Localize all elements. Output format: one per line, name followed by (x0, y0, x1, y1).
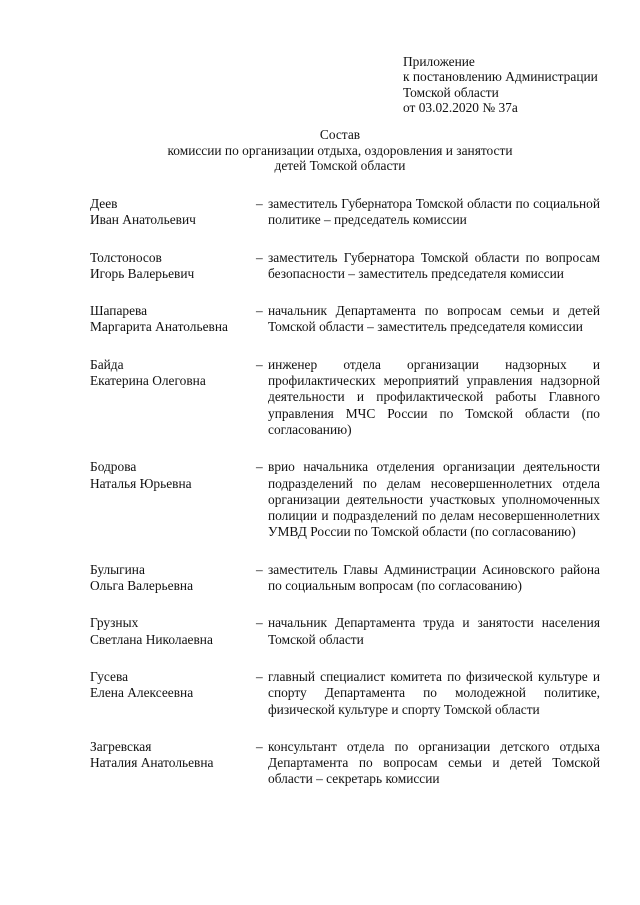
appendix-line: к постановлению Администрации (403, 69, 598, 85)
appendix-line: Томской области (403, 84, 499, 100)
member-dash: – (256, 459, 263, 475)
member-given-name: Игорь Валерьевич (90, 265, 195, 281)
member-name (90, 357, 256, 438)
title-line: Состав (319, 127, 361, 142)
member-role: консультант отдела по организации детского отдыха Департамента по вопросам семьи и детей Томской области – секретарь комиссии (268, 738, 600, 787)
member-surname: Гусева (90, 668, 129, 684)
title-line: детей Томской области (274, 158, 406, 173)
member-role: начальник Департамента труда и занятости населения Томской области (268, 615, 600, 647)
member-given-name: Иван Анатольевич (90, 212, 196, 228)
member-name (90, 669, 256, 718)
member-row (90, 615, 600, 648)
member-surname: Булыгина (90, 561, 145, 577)
appendix-line: от 03.02.2020 № 37а (403, 99, 518, 115)
member-name (90, 303, 256, 336)
member-dash: – (256, 249, 263, 265)
member-role: начальник Департамента по вопросам семьи и детей Томской области – заместитель председателя комиссии (268, 303, 600, 335)
member-surname: Грузных (90, 615, 139, 631)
member-given-name: Елена Алексеевна (90, 685, 194, 701)
member-surname: Толстоносов (90, 249, 162, 265)
member-row (90, 739, 600, 788)
member-name (90, 250, 256, 283)
member-surname: Байда (90, 356, 124, 372)
member-row (90, 459, 600, 540)
member-dash: – (256, 668, 263, 684)
member-surname: Шапарева (90, 303, 148, 319)
member-role: врио начальника отделения организации деятельности подразделений по делам несовершеннолетних отдела организации деятельности участковых уполномоченных полиции и подразделений по делам несовершеннолетних УМВД России по Томской области (по согласованию) (268, 459, 600, 540)
member-role: инженер отдела организации надзорных и профилактических мероприятий управления надзорной деятельности и профилактической работы Главного управления МЧС России по Томской области (по согласованию) (268, 356, 600, 437)
member-role: заместитель Главы Администрации Асиновского района по социальным вопросам (по согласованию) (268, 561, 600, 594)
member-row (90, 669, 600, 718)
member-role: заместитель Губернатора Томской области по социальной политике – председатель комиссии (268, 196, 600, 228)
member-dash: – (256, 615, 263, 631)
member-name (90, 459, 256, 540)
member-row (90, 357, 600, 438)
member-dash: – (256, 196, 263, 211)
member-row (90, 562, 600, 595)
member-surname: Бодрова (90, 459, 137, 475)
member-given-name: Светлана Николаевна (90, 631, 213, 647)
member-given-name: Маргарита Анатольевна (90, 319, 228, 335)
commission-members-list (90, 196, 600, 788)
member-row (90, 196, 600, 229)
member-given-name: Екатерина Олеговна (90, 373, 206, 389)
appendix-header (403, 54, 598, 115)
member-role: главный специалист комитета по физической культуре и спорту Департамента по молодежной политике, физической культуре и спорту Томской области (268, 668, 600, 717)
member-role: заместитель Губернатора Томской области по вопросам безопасности – заместитель председателя комиссии (268, 249, 600, 281)
member-name (90, 739, 256, 788)
document-title (0, 127, 640, 174)
member-given-name: Наталья Юрьевна (90, 475, 192, 491)
title-line: комиссии по организации отдыха, оздоровления и занятости (167, 142, 513, 158)
member-name (90, 196, 256, 229)
appendix-line: Приложение (403, 54, 475, 69)
member-name (90, 562, 256, 595)
member-given-name: Ольга Валерьевна (90, 578, 194, 594)
member-row (90, 250, 600, 283)
member-name (90, 615, 256, 648)
member-dash: – (256, 303, 263, 319)
member-surname: Загревская (90, 738, 152, 754)
member-dash: – (256, 561, 263, 577)
member-surname: Деев (90, 196, 118, 211)
member-dash: – (256, 738, 263, 754)
member-dash: – (256, 356, 263, 372)
member-given-name: Наталия Анатольевна (90, 755, 214, 771)
member-row (90, 303, 600, 336)
